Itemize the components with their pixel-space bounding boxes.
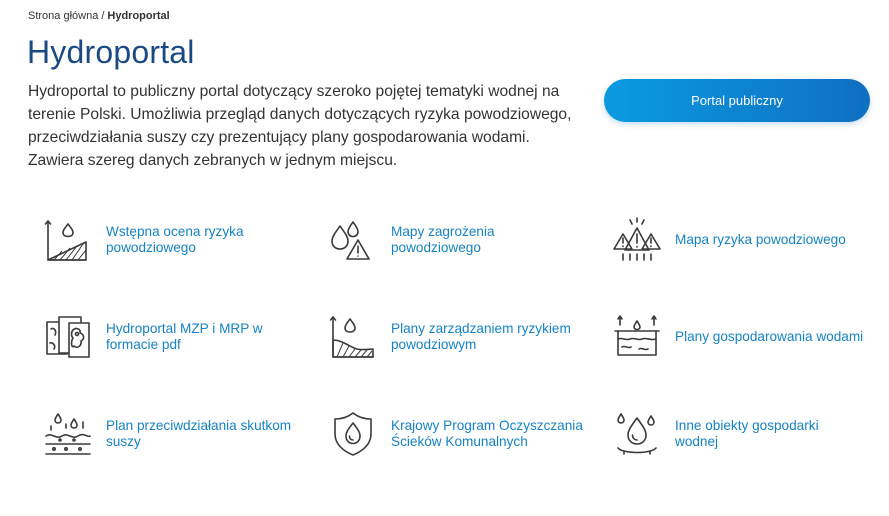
- page-description: Hydroportal to publiczny portal dotyczący szeroko pojętej tematyki wodnej na terenie Polski. Umożliwia przegląd danych dotyczących ryzyka powodziowego, przeciwdziałania suszy czy prezentujący plany gospodarowania wodami. Zawiera szereg danych zebranych w jednym miejscu.: [28, 83, 572, 169]
- tile-mapa-ryzyka[interactable]: [613, 216, 865, 264]
- flood-risk-chart-icon: [44, 216, 92, 264]
- breadcrumb-home-link[interactable]: Strona główna: [28, 10, 99, 22]
- shield-drop-icon: [329, 410, 377, 458]
- tile-label: Krajowy Program Oczyszczania Ścieków Komunalnych: [391, 418, 583, 449]
- tile-label: Plany zarządzaniem ryzykiem powodziowym: [391, 321, 571, 352]
- tile-mapy-zagrozenia[interactable]: [329, 216, 581, 264]
- tile-kpo-sciekow[interactable]: [329, 410, 591, 458]
- tile-plan-suszy[interactable]: [44, 410, 306, 458]
- breadcrumb-current: Hydroportal: [107, 10, 170, 22]
- drought-soil-icon: [44, 410, 92, 458]
- map-documents-icon: [44, 313, 92, 361]
- water-drops-icon: [613, 410, 661, 458]
- page-title: Hydroportal: [27, 34, 195, 70]
- droplets-warning-icon: [329, 216, 377, 264]
- portal-publiczny-button[interactable]: Portal publiczny: [604, 79, 870, 122]
- tile-plany-gospodarowania[interactable]: [613, 313, 875, 361]
- tile-label: Plany gospodarowania wodami: [675, 329, 864, 344]
- tile-inne-obiekty[interactable]: [613, 410, 845, 458]
- tile-label: Plan przeciwdziałania skutkom suszy: [106, 418, 292, 449]
- tile-label: Mapa ryzyka powodziowego: [675, 232, 846, 247]
- warning-triangles-icon: [613, 216, 661, 264]
- tile-label: Inne obiekty gospodarki wodnej: [675, 418, 819, 449]
- tile-plany-zarzadzania[interactable]: [329, 313, 591, 361]
- tile-wstepna-ocena[interactable]: [44, 216, 256, 264]
- flood-management-chart-icon: [329, 313, 377, 361]
- tile-label: Wstępna ocena ryzyka powodziowego: [106, 224, 244, 255]
- tile-label: Mapy zagrożenia powodziowego: [391, 224, 495, 255]
- tile-label: Hydroportal MZP i MRP w formacie pdf: [106, 321, 263, 352]
- breadcrumb: [28, 10, 170, 22]
- tile-hydroportal-pdf[interactable]: [44, 313, 276, 361]
- breadcrumb-separator: /: [101, 10, 105, 22]
- water-tank-icon: [613, 313, 661, 361]
